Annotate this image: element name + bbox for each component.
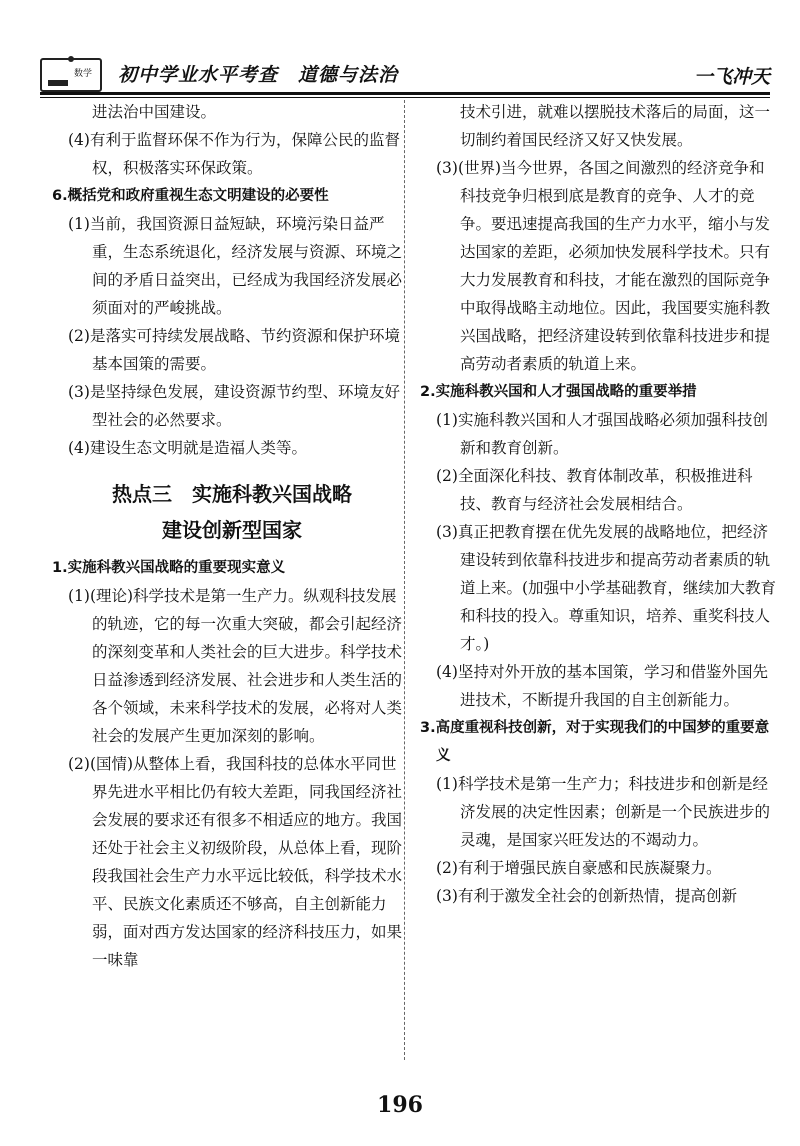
right-para-5: (3)真正把教育摆在优先发展的战略地位，把经济建设转到依靠科技进步和提高劳动者素质的轨道上来。(加强中小学基础教育，继续加大教育和科技的投入。尊重知识，培养、重奖科技人才。): [436, 523, 777, 653]
left-para-3: (1)当前，我国资源日益短缺，环境污染日益严重，生态系统退化，经济发展与资源、环境之间的矛盾日益突出，已经成为我国经济发展必须面对的严峻挑战。: [68, 215, 403, 317]
left-section-heading-6: 6.概括党和政府重视生态文明建设的必要性: [52, 188, 329, 204]
left-para-11: (2)(国情)从整体上看，我国科技的总体水平同世界先进水平相比仍有较大差距，同我国经济社会发展的要求还有很多不相适应的地方。我国还处于社会主义初级阶段，从总体上看，现阶段我国社会生产力水平远比较低，科学技术水平、民族文化素质还不够高，自主创新能力弱，面对西方发达国家的经济科技压力，如果一味靠: [68, 755, 403, 969]
page-header: [40, 48, 770, 92]
right-para-6: (4)坚持对外开放的基本国策，学习和借鉴外国先进技术，不断提升我国的自主创新能力。: [436, 663, 768, 709]
right-para-4: (2)全面深化科技、教育体制改革，积极推进科技、教育与经济社会发展相结合。: [436, 467, 753, 513]
header-rule: [40, 92, 770, 95]
left-para-10: (1)(理论)科学技术是第一生产力。纵观科技发展的轨迹，它的每一次重大突破，都会引起经济的深刻变革和人类社会的巨大进步。科学技术日益渗透到经济发展、社会进步和人类生活的各个领域，未来科学技术的发展，必将对人类社会的发展产生更加深刻的影响。: [68, 587, 403, 745]
right-para-9: (2)有利于增强民族自豪感和民族凝聚力。: [436, 859, 722, 877]
book-logo: [40, 58, 102, 92]
series-brand: 一飞冲天: [693, 66, 770, 88]
hotspot-subtitle: 建设创新型国家: [162, 518, 302, 542]
right-para-0: 技术引进，就难以摆脱技术落后的局面，这一切制约着国民经济又好又快发展。: [460, 103, 771, 149]
right-para-3: (1)实施科教兴国和人才强国战略必须加强科技创新和教育创新。: [436, 411, 768, 457]
left-para-0: 进法治中国建设。: [92, 103, 217, 121]
header-title: 初中学业水平考查 道德与法治: [118, 64, 399, 86]
left-para-5: (3)是坚持绿色发展，建设资源节约型、环境友好型社会的必然要求。: [68, 383, 400, 429]
left-para-4: (2)是落实可持续发展战略、节约资源和保护环境基本国策的需要。: [68, 327, 400, 373]
right-para-8: (1)科学技术是第一生产力；科技进步和创新是经济发展的决定性因素；创新是一个民族进步的灵魂，是国家兴旺发达的不竭动力。: [436, 775, 771, 849]
right-para-10: (3)有利于激发全社会的创新热情，提高创新: [436, 887, 737, 905]
left-para-1: (4)有利于监督环保不作为行为，保障公民的监督权，积极落实环保政策。: [68, 131, 400, 177]
right-para-1: (3)(世界)当今世界，各国之间激烈的经济竞争和科技竞争归根到底是教育的竞争、人才的竞争。要迅速提高我国的生产力水平，缩小与发达国家的差距，必须加快发展科学技术。只有大力发展教育和科技，才能在激烈的国际竞争中取得战略主动地位。因此，我国要实施科教兴国战略，把经济建设转到依靠科技进步和提高劳动者素质的轨道上来。: [436, 159, 771, 373]
hotspot-title: 热点三 实施科教兴国战略: [112, 482, 352, 506]
left-para-6: (4)建设生态文明就是造福人类等。: [68, 439, 307, 457]
right-section-heading-2: 2.实施科教兴国和人才强国战略的重要举措: [420, 384, 697, 400]
left-column: [52, 98, 412, 974]
left-section-heading-1: 1.实施科教兴国战略的重要现实意义: [52, 560, 286, 576]
right-column: [420, 98, 780, 910]
logo-text: 数学: [74, 69, 93, 79]
right-section-heading-3: 3.高度重视科技创新，对于实现我们的中国梦的重要意义: [420, 720, 770, 764]
page-number: 196: [377, 1092, 423, 1118]
